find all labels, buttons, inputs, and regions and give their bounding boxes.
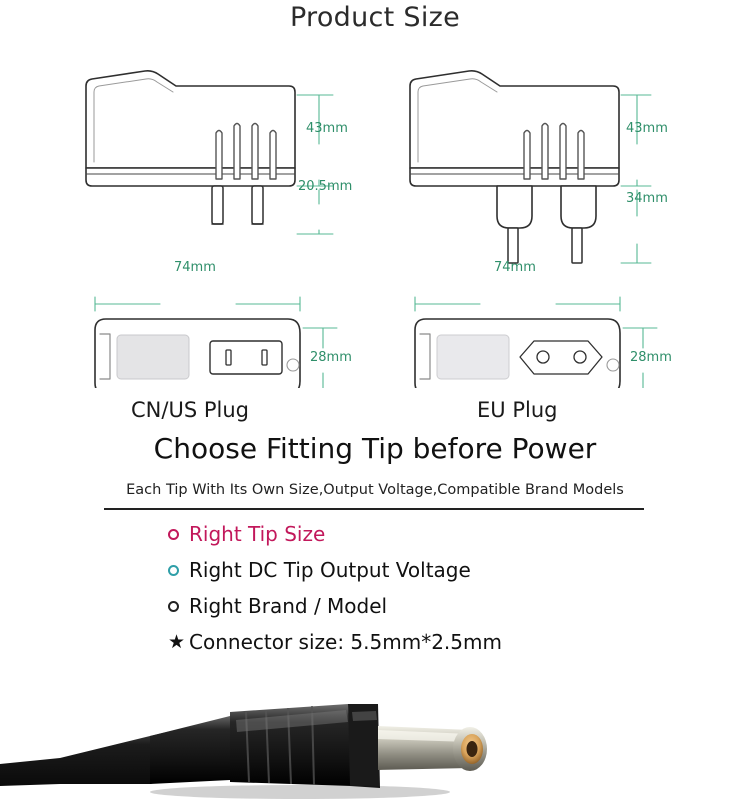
list-item-label: Right Tip Size (189, 522, 326, 546)
page-title: Product Size (289, 2, 461, 33)
list-item (168, 624, 728, 660)
dim-cn-us-width: 74mm (174, 260, 216, 275)
eu-body-outline (410, 71, 619, 168)
dim-cn-us-height: 43mm (306, 121, 348, 136)
tip-checklist (168, 516, 728, 660)
list-item-label: Connector size: 5.5mm*2.5mm (189, 630, 502, 654)
list-item (168, 516, 728, 552)
caption-eu-plug: EU Plug (477, 398, 558, 422)
divider (104, 508, 644, 510)
dim-cn-us-pin-height: 20.5mm (298, 179, 353, 194)
size-diagram (0, 38, 750, 422)
choose-tip-subheading: Each Tip With Its Own Size,Output Voltage,Compatible Brand Models (126, 482, 624, 498)
ring-icon (168, 529, 179, 540)
ring-icon (168, 601, 179, 612)
size-diagram-svg (0, 38, 750, 388)
caption-cn-us-plug: CN/US Plug (131, 398, 249, 422)
ring-icon (168, 565, 179, 576)
list-item (168, 588, 728, 624)
list-item (168, 552, 728, 588)
dim-eu-height: 43mm (626, 121, 668, 136)
star-icon: ★ (168, 631, 186, 653)
dc-connector-photo (0, 660, 750, 800)
list-item-label: Right Brand / Model (189, 594, 388, 618)
dim-eu-pin-height: 34mm (626, 191, 668, 206)
dc-connector-svg (0, 660, 750, 800)
list-item-label: Right DC Tip Output Voltage (189, 558, 471, 582)
dim-eu-depth: 28mm (630, 350, 672, 365)
choose-tip-heading: Choose Fitting Tip before Power (153, 432, 597, 465)
cn-us-body-outline (86, 71, 295, 168)
dim-eu-width: 74mm (494, 260, 536, 275)
dim-cn-us-depth: 28mm (310, 350, 352, 365)
